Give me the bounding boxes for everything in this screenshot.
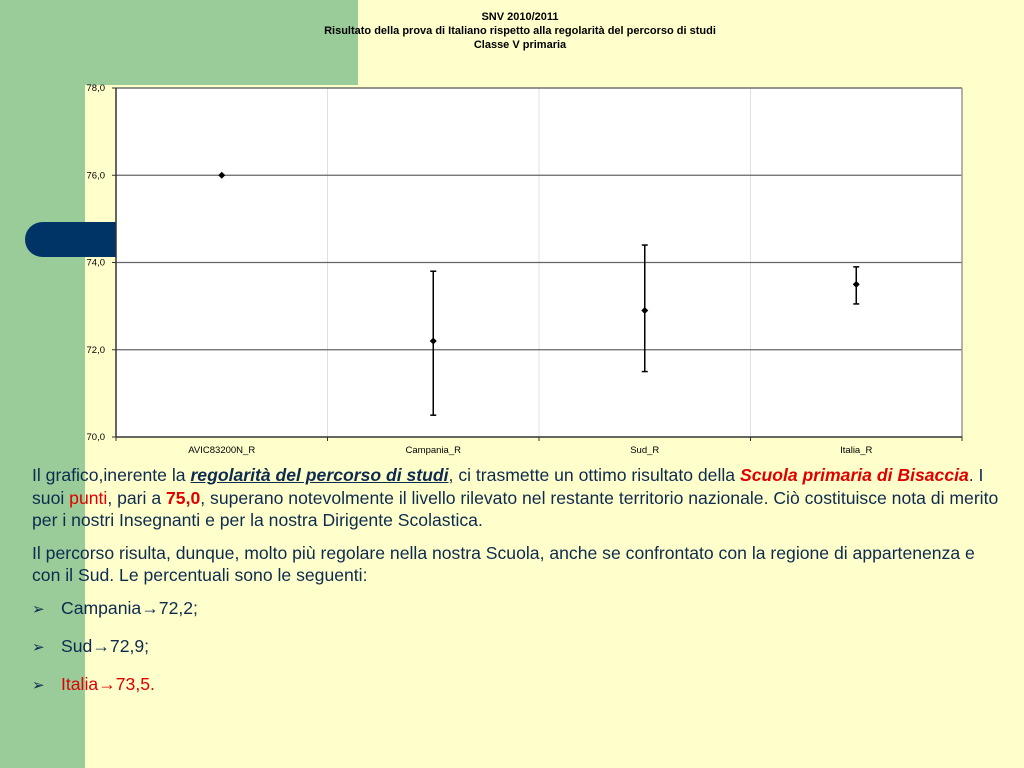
x-axis-ticks (116, 437, 962, 456)
results-list (32, 597, 1002, 695)
p1-text-b: , ci trasmette un ottimo risultato della (448, 465, 740, 485)
list-item-sud (32, 635, 1002, 657)
p1-text-a: Il grafico,inerente la (32, 465, 191, 485)
bullet-value: 72,9; (109, 635, 150, 656)
x-tick-label: Sud_R (630, 445, 660, 456)
bullet-label: Campania (61, 597, 142, 618)
x-tick-label: AVIC83200N_R (188, 445, 256, 456)
slide-text (32, 464, 1002, 711)
y-tick-label: 72,0 (86, 344, 105, 356)
p1-text-e: , superano notevolmente il livello rilevato nel restante territorio nazionale. Ciò costituisce nota di merito per i nostri Insegnanti e per la nostra Dirigente Scolastica. (32, 487, 999, 530)
y-tick-label: 76,0 (86, 170, 105, 182)
x-tick-label: Italia_R (840, 445, 873, 456)
school-score: 75,0 (166, 487, 201, 508)
chart-title-line3: Classe V primaria (473, 39, 567, 51)
bullet-arrow-icon: ➢ (32, 638, 45, 656)
bullet-label: Italia (61, 673, 99, 694)
chart-title-line1: SNV 2010/2011 (481, 11, 559, 23)
bullet-value: 72,2; (158, 597, 198, 618)
p1-punti: punti (69, 487, 108, 508)
right-arrow-icon: → (141, 597, 159, 618)
p1-text-c: . I suoi (32, 465, 984, 508)
y-tick-label: 74,0 (86, 257, 105, 269)
p1-text-d: , pari a (107, 487, 167, 508)
y-axis-ticks (87, 83, 117, 443)
school-name: Scuola primaria di Bisaccia (739, 465, 969, 485)
right-arrow-icon: → (92, 635, 110, 656)
bullet-arrow-icon: ➢ (32, 676, 45, 694)
bullet-arrow-icon: ➢ (32, 600, 45, 618)
y-tick-label: 78,0 (86, 83, 105, 94)
y-tick-label: 70,0 (86, 432, 105, 443)
p1-emphasis: regolarità del percorso di studi (190, 465, 449, 485)
paragraph-1 (32, 464, 1002, 532)
chart-title-line2: Risultato della prova di Italiano rispetto alla regolarità del percorso di studi (324, 25, 716, 37)
x-tick-label: Campania_R (405, 445, 461, 456)
right-arrow-icon: → (98, 673, 116, 694)
list-item-campania (32, 597, 1002, 619)
bullet-label: Sud (61, 635, 93, 656)
list-item-italia (32, 673, 1002, 695)
bullet-value: 73,5. (115, 673, 155, 694)
paragraph-2: Il percorso risulta, dunque, molto più regolare nella nostra Scuola, anche se confrontato con la regione di appartenenza e con il Sud. Le percentuali sono le seguenti: (32, 542, 975, 585)
